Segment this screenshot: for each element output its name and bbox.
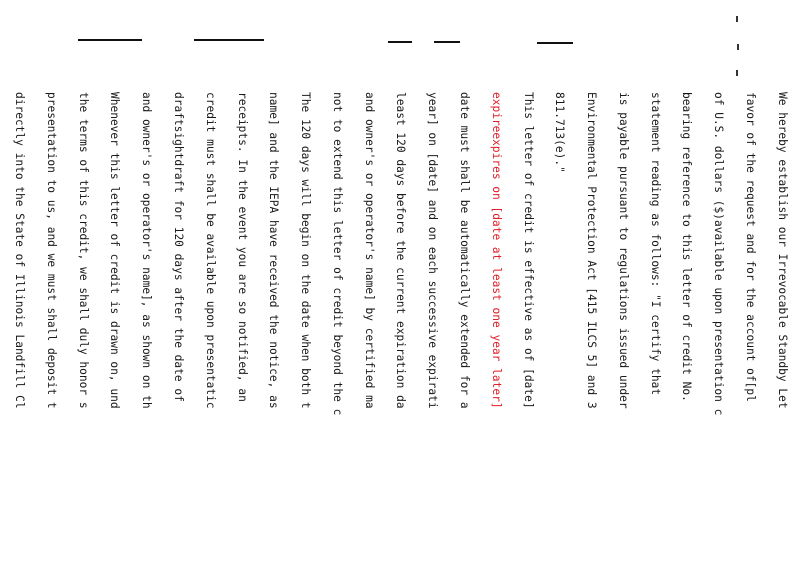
- body-line: the terms of this credit, we shall duly honor s: [76, 92, 90, 409]
- body-line-edited: presentation to us, and we must shall deposit t: [44, 92, 58, 409]
- body-line: not to extend this letter of credit beyond the c: [330, 92, 344, 416]
- body-line-edited: expireexpires on [date at least one year later]: [489, 92, 503, 409]
- body-line-edited: date must shall be automatically extended for a: [458, 92, 471, 409]
- edge-mark-2: [737, 44, 739, 50]
- top-rule-3: [388, 41, 412, 43]
- body-line: directly into the State of Illinois Landfill Cl: [13, 92, 27, 409]
- body-line: receipts. In the event you are so notified, an: [235, 92, 249, 402]
- body-line: is payable pursuant to regulations issued under: [616, 92, 630, 409]
- body-line: statement reading as follows: "I certify that: [648, 92, 662, 396]
- body-line: We hereby establish our Irrevocable Standby Let: [775, 92, 789, 409]
- body-line: of U.S. dollars ($)available upon presentation c: [712, 92, 726, 416]
- top-rule-2: [194, 39, 264, 41]
- body-line: Environmental Protection Act [415 ILCS 5] and 3: [585, 92, 599, 409]
- rotated-document-text: [0, 92, 808, 572]
- body-line: This letter of credit is effective as of [date]: [521, 92, 535, 409]
- body-line: The 120 days will begin on the date when both t: [299, 92, 313, 409]
- edge-mark-3: [736, 70, 738, 76]
- body-line: year] on [date] and on each successive expirati: [426, 92, 440, 409]
- body-line: Whenever this letter of credit is drawn on, und: [108, 92, 122, 409]
- body-line: 811.713(e).": [553, 92, 567, 173]
- edge-mark-1: [736, 16, 738, 22]
- top-rule-4: [434, 41, 460, 43]
- top-rule-5: [537, 42, 573, 44]
- body-line-edited: draftsightdraft for 120 days after the date of: [171, 92, 185, 402]
- body-line: and owner's or operator's name], as shown on th: [140, 92, 154, 409]
- body-line-edited: credit must shall be available upon presentatic: [203, 92, 217, 409]
- body-line: favor of the request and for the account of[pl: [744, 92, 758, 402]
- body-line: and owner's or operator's name] by certified ma: [362, 92, 376, 409]
- body-line: name] and the IEPA have received the notice, as: [267, 92, 281, 409]
- top-rule-1: [78, 39, 142, 41]
- body-line: bearing reference to this letter of credit No.: [680, 92, 694, 402]
- body-line: least 120 days before the current expiration da: [394, 92, 408, 409]
